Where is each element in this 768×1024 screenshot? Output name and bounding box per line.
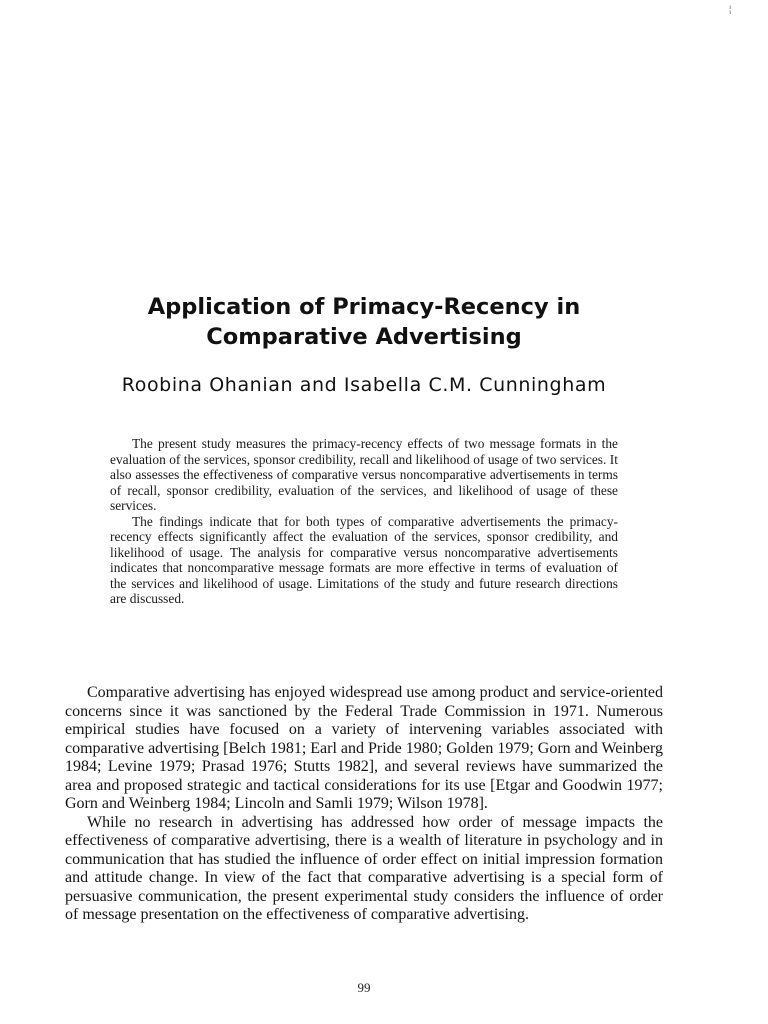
body-paragraph-1: Comparative advertising has enjoyed widespread use among product and service-oriented concerns since it was sanctioned by the Federal Trade Commission in 1971. Numerous empirical studies have focused on a variety of intervening variables associated with comparative advertising [Belch 1981; Earl and Pride 1980; Golden 1979; Gorn and Weinberg 1984; Levine 1979; Prasad 1976; Stutts 1982], and several reviews have summarized the area and proposed strategic and tactical considerations for its use [Etgar and Goodwin 1977; Gorn and Weinberg 1984; Lincoln and Samli 1979; Wilson 1978]. [65,684,663,812]
page-number: 99 [357,980,371,995]
article-authors: Roobina Ohanian and Isabella C.M. Cunningham [121,374,607,396]
article-title-line-2: Comparative Advertising [206,324,522,350]
abstract-paragraph-1: The present study measures the primacy-recency effects of two message formats in the evaluation of the services, sponsor credibility, recall and likelihood of usage of two services. It also assesses the effectiveness of comparative versus noncomparative advertisements in terms of recall, sponsor credibility, evaluation of the services, and likelihood of usage of these services. [110,436,618,513]
abstract [110,436,618,607]
corner-mark: ¦ [729,4,732,14]
article-title [0,292,728,352]
abstract-paragraph-2: The findings indicate that for both types of comparative advertisements the primacy-recency effects significantly affect the evaluation of the services, sponsor credibility, and likelihood of usage. The analysis for comparative versus noncomparative advertisements indicates that noncomparative message formats are more effective in terms of evaluation of the services and likelihood of usage. Limitations of the study and future research directions are discussed. [110,513,618,606]
body-text [65,684,663,925]
body-paragraph-2: While no research in advertising has addressed how order of message impacts the effectiveness of comparative advertising, there is a wealth of literature in psychology and in communication that has studied the influence of order effect on initial impression formation and attitude change. In view of the fact that comparative advertising is a special form of persuasive communication, the present experimental study considers the influence of order of message presentation on the effectiveness of comparative advertising. [65,813,663,923]
article-title-line-1: Application of Primacy-Recency in [147,294,581,320]
